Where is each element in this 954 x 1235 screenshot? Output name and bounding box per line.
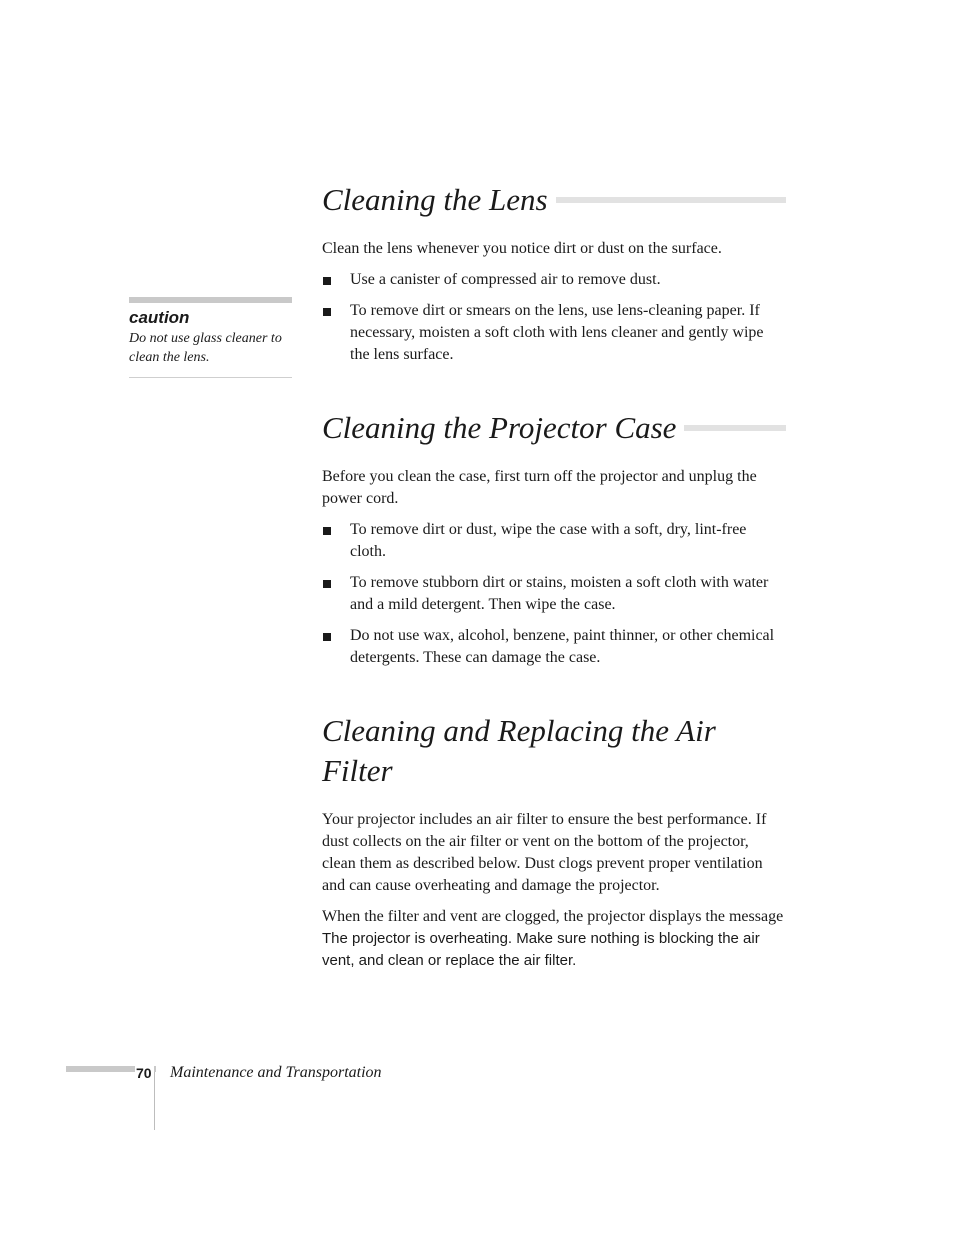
bullet-square-icon (323, 633, 331, 641)
section-cleaning-lens (322, 180, 786, 366)
caution-divider (129, 377, 292, 378)
bullet-square-icon (323, 580, 331, 588)
footer-divider (154, 1072, 155, 1130)
bullet-list (322, 519, 786, 669)
list-item-text: Do not use wax, alcohol, benzene, paint thinner, or other chemical detergents. These can damage the case. (350, 627, 775, 666)
list-item-text: To remove dirt or smears on the lens, use lens-cleaning paper. If necessary, moisten a soft cloth with lens cleaner and gently wipe the lens surface. (350, 302, 764, 363)
list-item (322, 519, 786, 563)
bullet-square-icon (323, 277, 331, 285)
list-item (322, 625, 786, 669)
caution-note (129, 297, 292, 378)
chapter-title: Maintenance and Transportation (170, 1064, 382, 1081)
page-number: 70 (136, 1065, 152, 1081)
section-heading: Cleaning the Lens (322, 180, 556, 220)
list-item-text: To remove stubborn dirt or stains, moisten a soft cloth with water and a mild detergent. Then wipe the case. (350, 574, 769, 613)
list-item (322, 300, 786, 366)
overheating-message: The projector is overheating. Make sure nothing is blocking the air vent, and clean or replace the air filter. (322, 930, 760, 969)
section-paragraph: Your projector includes an air filter to ensure the best performance. If dust collects on the air filter or vent on the bottom of the projector, clean them as described below. Dust clogs prevent proper ventilation and can cause overheating and damage the projector. (322, 811, 767, 894)
bullet-list (322, 269, 786, 366)
list-item (322, 572, 786, 616)
section-cleaning-case (322, 408, 786, 669)
caution-title: caution (129, 308, 190, 327)
section-heading: Cleaning and Replacing the Air Filter (322, 711, 786, 791)
paragraph-lead-text: When the filter and vent are clogged, the projector displays the message (322, 908, 784, 925)
bullet-square-icon (323, 308, 331, 316)
list-item-text: Use a canister of compressed air to remove dust. (350, 271, 661, 288)
section-heading: Cleaning the Projector Case (322, 408, 684, 448)
section-paragraph (322, 906, 786, 972)
caution-text: Do not use glass cleaner to clean the lens. (129, 331, 282, 365)
main-content (322, 180, 786, 972)
caution-top-bar (129, 297, 292, 303)
list-item-text: To remove dirt or dust, wipe the case with a soft, dry, lint-free cloth. (350, 521, 747, 560)
section-intro: Clean the lens whenever you notice dirt or dust on the surface. (322, 240, 722, 257)
list-item (322, 269, 786, 291)
section-air-filter (322, 711, 786, 972)
section-intro: Before you clean the case, first turn off the projector and unplug the power cord. (322, 468, 757, 507)
bullet-square-icon (323, 527, 331, 535)
